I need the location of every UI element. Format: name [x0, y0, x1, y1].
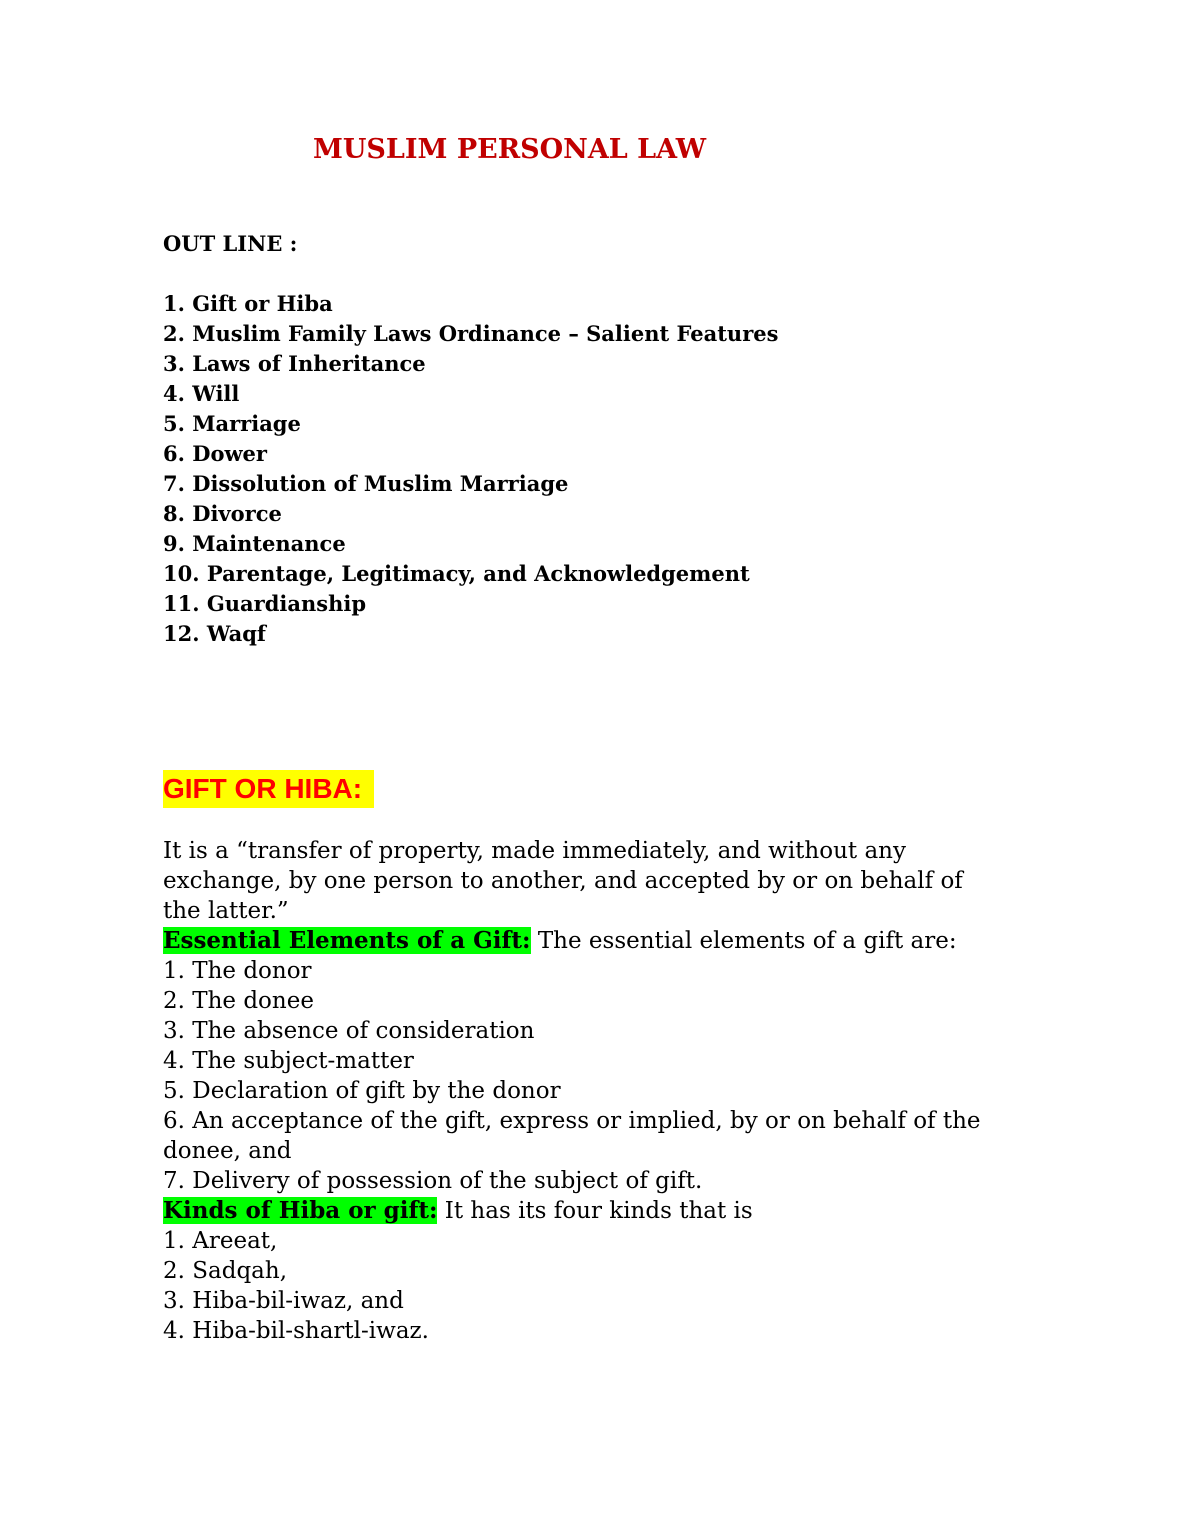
outline-heading: OUT LINE : — [163, 231, 298, 256]
gift-definition — [163, 836, 1043, 926]
definition-line: It is a “transfer of property, made immediately, and without any — [163, 838, 906, 864]
outline-item: 4. Will — [163, 381, 240, 406]
kinds-label: Kinds of Hiba or gift: — [163, 1197, 438, 1224]
essential-elements-list — [163, 956, 1043, 1196]
outline-item: 8. Divorce — [163, 501, 282, 526]
outline-item: 2. Muslim Family Laws Ordinance – Salient Features — [163, 321, 779, 346]
essential-element-item: 3. The absence of consideration — [163, 1018, 535, 1044]
document-title: MUSLIM PERSONAL LAW — [313, 134, 707, 165]
outline-item: 9. Maintenance — [163, 531, 346, 556]
outline-item: 10. Parentage, Legitimacy, and Acknowledgement — [163, 561, 750, 586]
essential-elements-intro: The essential elements of a gift are: — [530, 928, 957, 954]
outline-item: 5. Marriage — [163, 411, 301, 436]
essential-element-item: 6. An acceptance of the gift, express or implied, by or on behalf of the — [163, 1108, 981, 1134]
kind-item: 4. Hiba-bil-shartl-iwaz. — [163, 1318, 429, 1344]
gift-section-body — [163, 836, 1043, 1346]
definition-line: exchange, by one person to another, and accepted by or on behalf of — [163, 868, 963, 894]
outline-item: 6. Dower — [163, 441, 267, 466]
outline-item: 11. Guardianship — [163, 591, 367, 616]
essential-element-item: 5. Declaration of gift by the donor — [163, 1078, 561, 1104]
essential-element-item: 7. Delivery of possession of the subject of gift. — [163, 1168, 703, 1194]
essential-element-item: 1. The donor — [163, 958, 312, 984]
outline-item: 7. Dissolution of Muslim Marriage — [163, 471, 569, 496]
kinds-intro: It has its four kinds that is — [437, 1198, 753, 1224]
essential-elements-paragraph — [163, 926, 1043, 956]
essential-elements-label: Essential Elements of a Gift: — [163, 927, 531, 954]
definition-line: the latter.” — [163, 898, 289, 924]
essential-element-item: 2. The donee — [163, 988, 314, 1014]
kinds-paragraph — [163, 1196, 1043, 1226]
essential-element-item: donee, and — [163, 1138, 292, 1164]
essential-element-item: 4. The subject-matter — [163, 1048, 414, 1074]
outline-item: 12. Waqf — [163, 621, 266, 646]
outline-item: 3. Laws of Inheritance — [163, 351, 426, 376]
kind-item: 1. Areeat, — [163, 1228, 278, 1254]
kind-item: 3. Hiba-bil-iwaz, and — [163, 1288, 404, 1314]
kinds-list — [163, 1226, 1043, 1346]
kind-item: 2. Sadqah, — [163, 1258, 288, 1284]
gift-section-heading: GIFT OR HIBA: — [163, 770, 374, 808]
outline-item: 1. Gift or Hiba — [163, 291, 333, 316]
outline-list — [163, 289, 778, 649]
